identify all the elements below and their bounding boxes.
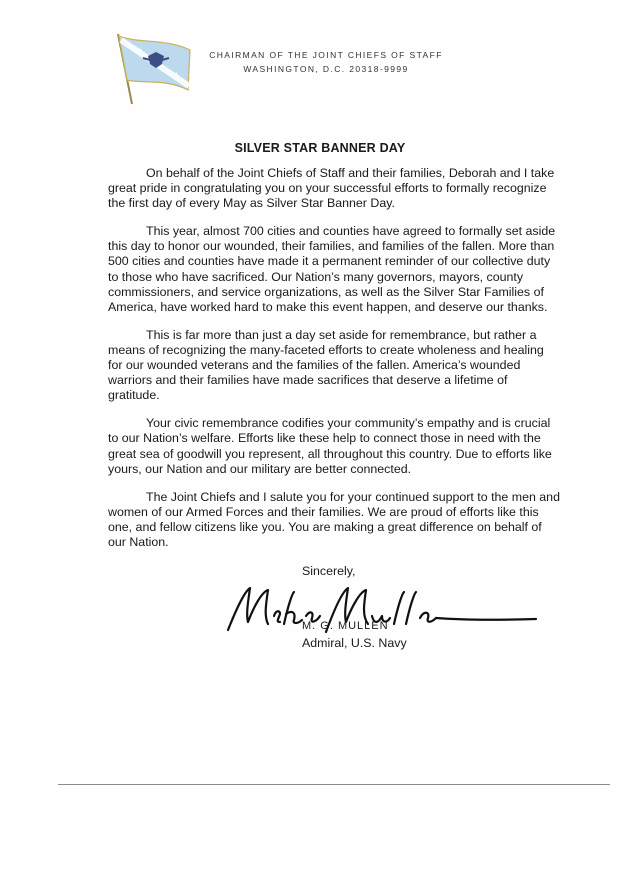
signer-title: Admiral, U.S. Navy (302, 636, 407, 650)
paragraph: On behalf of the Joint Chiefs of Staff and their families, Deborah and I take great pride in congratulating you on your successful efforts to formally recognize the first day of every May as Silver Star Banner Day. (108, 166, 555, 211)
letterhead-office: CHAIRMAN OF THE JOINT CHIEFS OF STAFF (209, 50, 443, 60)
closing-salutation: Sincerely, (302, 564, 356, 578)
signer-name: M. G. MULLEN (302, 620, 389, 632)
letter-body (108, 166, 560, 563)
letterhead-address: WASHINGTON, D.C. 20318-9999 (243, 64, 409, 74)
letter-title: SILVER STAR BANNER DAY (234, 141, 406, 155)
footer-divider (58, 784, 610, 785)
paragraph: Your civic remembrance codifies your community’s empathy and is crucial to our Nation’s welfare. Efforts like these help to connect those in need with the great sea of goodwill you represent, all throughout this country. Due to efforts like yours, our Nation and our military are better connected. (108, 416, 552, 476)
paragraph: This is far more than just a day set aside for remembrance, but rather a means of recognizing the many-faceted efforts to create wholeness and healing for our wounded veterans and the families of the fallen. America’s wounded warriors and their families have made sacrifices that deserve a lifetime of gratitude. (108, 327, 544, 403)
paragraph: The Joint Chiefs and I salute you for your continued support to the men and women of our Armed Forces and their families. We are proud of efforts like this one, and fellow citizens like you. You are making a great difference on behalf of our Nation. (108, 489, 560, 549)
chairman-flag-icon (110, 30, 194, 106)
letterhead (196, 48, 456, 76)
paragraph: This year, almost 700 cities and counties have agreed to formally set aside this day to honor our wounded, their families, and families of the fallen. More than 500 cities and counties have made it a permanent reminder of our collective duty to those who have sacrificed. Our Nation’s many governors, mayors, county commissioners, and service organizations, as well as the Silver Star Families of America, have worked hard to make this event happen, and deserve our thanks. (108, 224, 556, 314)
